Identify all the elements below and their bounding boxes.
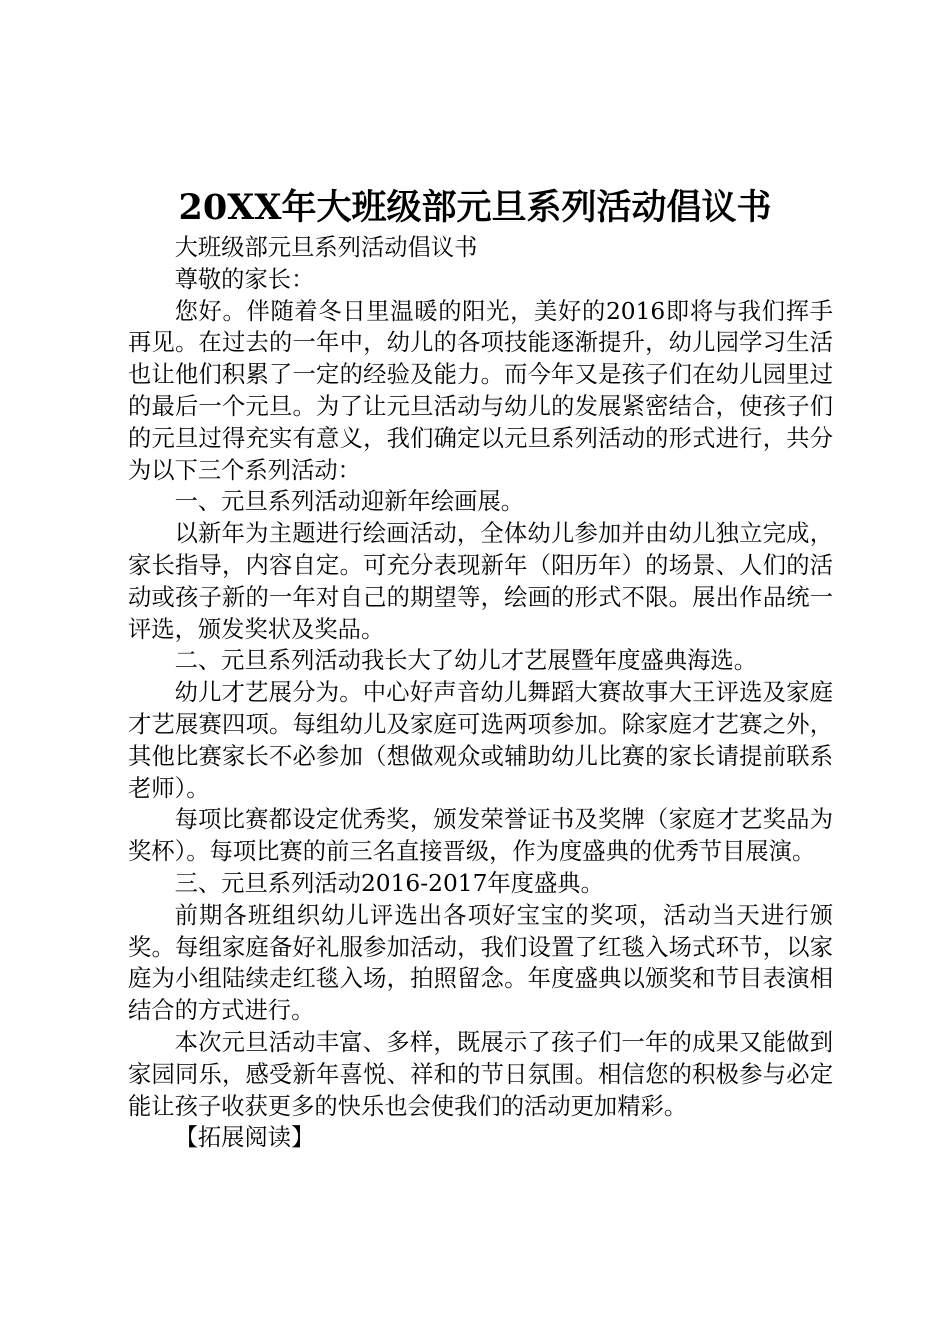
salutation: 尊敬的家长： [174, 265, 315, 293]
paragraph-closing: 本次元旦活动丰富、多样，既展示了孩子们一年的成果又能做到家园同乐，感受新年喜悦、祥和的节日氛围。相信您的积极参与必定能让孩子收获更多的快乐也会使我们的活动更加精彩。 [128, 1028, 833, 1120]
paragraph-section-3: 前期各班组织幼儿评选出各项好宝宝的奖项，活动当天进行颁奖。每组家庭备好礼服参加活动，我们设置了红毯入场式环节，以家庭为小组陆续走红毯入场，拍照留念。年度盛典以颁奖和节目表演相结合的方式进行。 [128, 901, 833, 1025]
paragraph-section-1: 以新年为主题进行绘画活动，全体幼儿参加并由幼儿独立完成，家长指导，内容自定。可充分表现新年（阳历年）的场景、人们的活动或孩子新的一年对自己的期望等，绘画的形式不限。展出作品统一评选，颁发奖状及奖品。 [128, 520, 833, 643]
section-heading-2: 二、元旦系列活动我长大了幼儿才艺展暨年度盛典海选。 [174, 647, 758, 675]
document-title: 20XX年大班级部元旦系列活动倡议书 [178, 187, 772, 228]
paragraph-section-2a: 幼儿才艺展分为。中心好声音幼儿舞蹈大赛故事大王评选及家庭才艺展赛四项。每组幼儿及家庭可选两项参加。除家庭才艺赛之外，其他比赛家长不必参加（想做观众或辅助幼儿比赛的家长请提前联系老师）。 [128, 679, 833, 802]
subtitle-line: 大班级部元旦系列活动倡议书 [174, 234, 478, 261]
section-heading-1: 一、元旦系列活动迎新年绘画展。 [174, 488, 525, 516]
paragraph-intro: 您好。伴随着冬日里温暖的阳光，美好的2016即将与我们挥手再见。在过去的一年中，幼儿的各项技能逐渐提升，幼儿园学习生活也让他们积累了一定的经验及能力。而今年又是孩子们在幼儿园里过的最后一个元旦。为了让元旦活动与幼儿的发展紧密结合，使孩子们的元旦过得充实有意义，我们确定以元旦系列活动的形式进行，共分为以下三个系列活动： [128, 297, 833, 484]
section-heading-3: 三、元旦系列活动2016-2017年度盛典。 [174, 869, 604, 897]
extended-reading-label: 【拓展阅读】 [174, 1124, 315, 1152]
document-body [128, 232, 833, 1154]
paragraph-section-2b: 每项比赛都设定优秀奖，颁发荣誉证书及奖牌（家庭才艺奖品为奖杯）。每项比赛的前三名直接晋级，作为度盛典的优秀节目展演。 [128, 806, 833, 866]
